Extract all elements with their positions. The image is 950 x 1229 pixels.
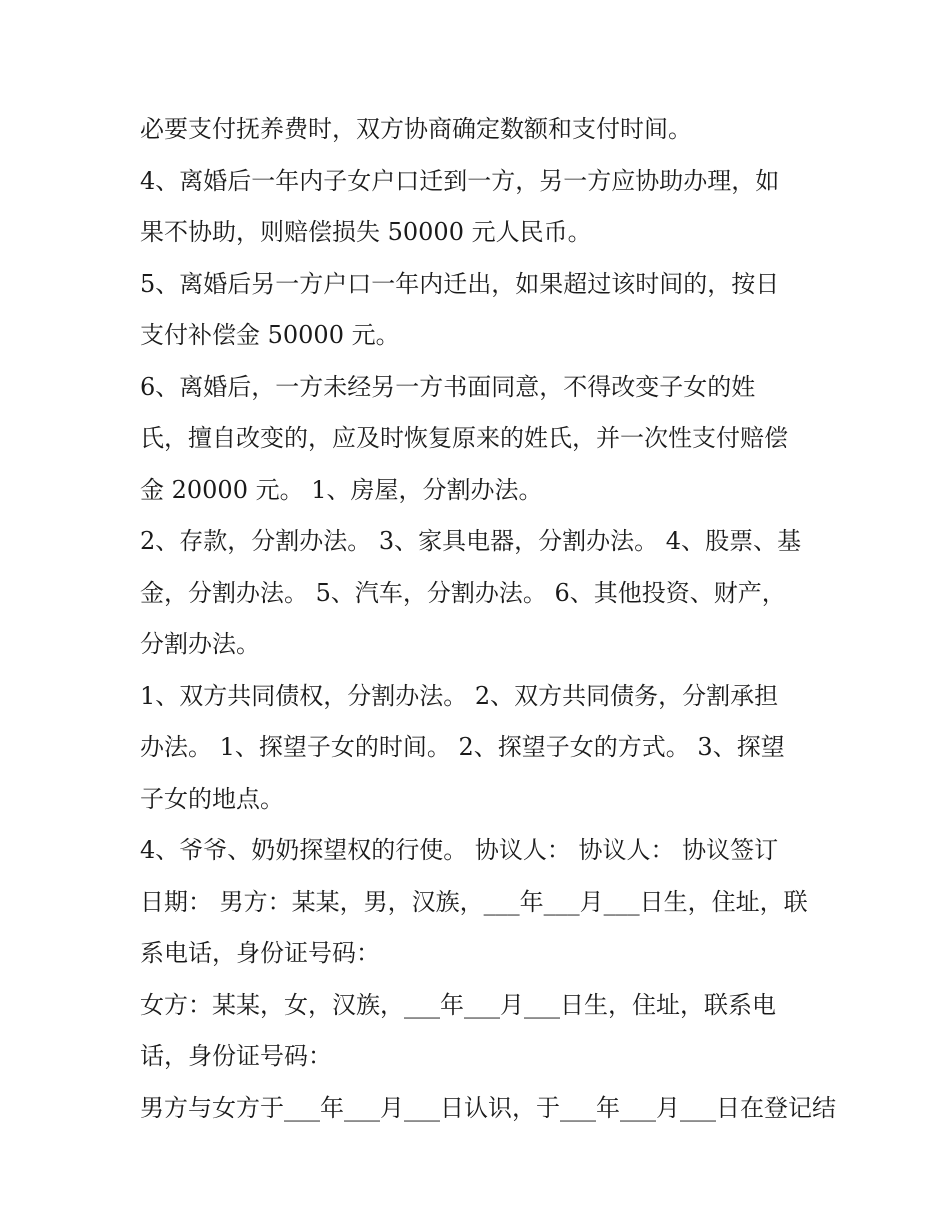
text-line: 4、爷爷、奶奶探望权的行使。 协议人： 协议人： 协议签订 bbox=[140, 836, 779, 864]
text-line: 办法。 1、探望子女的时间。 2、探望子女的方式。 3、探望 bbox=[140, 733, 785, 761]
text-line: 支付补偿金 50000 元。 bbox=[140, 321, 400, 349]
text-line: 男方与女方于___年___月___日认识，于___年___月___日在登记结 bbox=[140, 1093, 836, 1122]
text-line: 女方：某某，女，汉族，___年___月___日生，住址，联系电 bbox=[140, 990, 776, 1019]
text-line: 氏，擅自改变的，应及时恢复原来的姓氏，并一次性支付赔偿 bbox=[140, 424, 788, 452]
text-line: 1、双方共同债权，分割办法。 2、双方共同债务，分割承担 bbox=[140, 681, 779, 710]
text-line: 6、离婚后，一方未经另一方书面同意，不得改变子女的姓 bbox=[140, 372, 756, 401]
document-body bbox=[140, 104, 836, 1134]
text-line: 5、离婚后另一方户口一年内迁出，如果超过该时间的，按日 bbox=[140, 269, 780, 298]
text-line: 日期： 男方：某某，男，汉族，___年___月___日生，住址，联 bbox=[140, 887, 808, 916]
text-line: 金，分割办法。 5、汽车，分割办法。 6、其他投资、财产， bbox=[140, 578, 786, 607]
text-line: 2、存款，分割办法。 3、家具电器，分割办法。 4、股票、基 bbox=[140, 527, 802, 555]
text-line: 果不协助，则赔偿损失 50000 元人民币。 bbox=[140, 218, 592, 246]
text-line: 子女的地点。 bbox=[140, 784, 284, 813]
text-line: 话，身份证号码： bbox=[140, 1042, 332, 1070]
text-line: 金 20000 元。 1、房屋，分割办法。 bbox=[140, 475, 543, 504]
text-line: 分割办法。 bbox=[140, 630, 260, 658]
text-line: 必要支付抚养费时，双方协商确定数额和支付时间。 bbox=[140, 115, 692, 143]
text-line: 系电话，身份证号码： bbox=[140, 939, 380, 967]
text-line: 4、离婚后一年内子女户口迁到一方，另一方应协助办理，如 bbox=[140, 166, 780, 195]
